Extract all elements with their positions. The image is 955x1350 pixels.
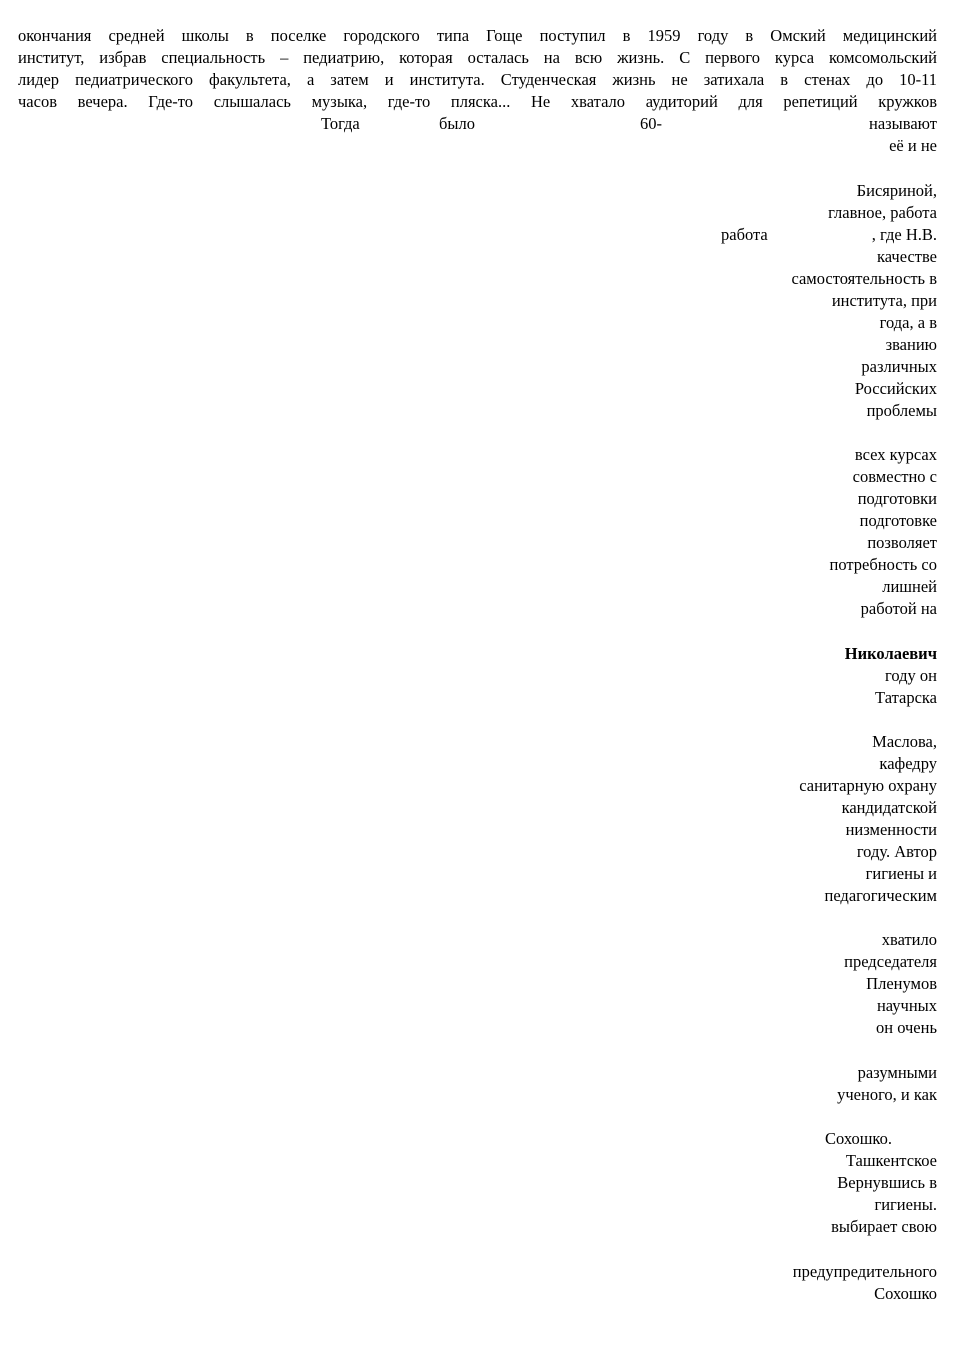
text-fragment: позволяет xyxy=(867,533,937,552)
text-fragment: , где Н.В. xyxy=(871,225,937,244)
text-fragment: Российских xyxy=(854,379,937,398)
text-fragment: ученого, и как xyxy=(837,1085,937,1104)
text-fragment: году он xyxy=(885,666,937,685)
text-fragment: гигиены и xyxy=(865,864,937,883)
text-fragment: председателя xyxy=(844,952,937,971)
text-fragment: подготовки xyxy=(857,489,937,508)
spread-word-bylo: было xyxy=(439,114,475,133)
text-fragment: работа xyxy=(721,225,768,244)
text-fragment: хватило xyxy=(881,930,937,949)
text-fragment: различных xyxy=(861,357,937,376)
text-fragment: потребность со xyxy=(829,555,937,574)
paragraph-line-1: окончания средней школы в поселке городского типа Гоще поступил в 1959 году в Омский медицинский xyxy=(18,26,937,45)
text-fragment: подготовке xyxy=(859,511,937,530)
text-fragment: научных xyxy=(876,996,937,1015)
text-fragment: лишней xyxy=(882,577,937,596)
text-fragment: Пленумов xyxy=(866,974,937,993)
paragraph-line-2: институт, избрав специальность – педиатрию, которая осталась на всю жизнь. С первого курса комсомольский xyxy=(18,48,937,67)
text-fragment: Ташкентское xyxy=(845,1151,937,1170)
paragraph-line-4: часов вечера. Где-то слышалась музыка, где-то пляска... Не хватало аудиторий для репетиций кружков xyxy=(18,92,937,111)
text-fragment: кандидатской xyxy=(841,798,937,817)
text-fragment: гигиены. xyxy=(874,1195,937,1214)
spread-word-60: 60- xyxy=(640,114,662,133)
text-fragment: Сохошко xyxy=(874,1284,937,1303)
text-fragment: проблемы xyxy=(866,401,937,420)
text-fragment: Сохошко. xyxy=(825,1129,892,1148)
text-fragment: качестве xyxy=(876,247,937,266)
text-fragment: работой на xyxy=(860,599,937,618)
text-fragment: года, а в xyxy=(879,313,937,332)
text-fragment: всех курсах xyxy=(854,445,937,464)
text-fragment: института, при xyxy=(831,291,937,310)
text-fragment: он очень xyxy=(875,1018,937,1037)
text-fragment: санитарную охрану xyxy=(799,776,937,795)
text-fragment: Маслова, xyxy=(872,732,937,751)
text-fragment: совместно с xyxy=(852,467,937,486)
text-fragment: Вернувшись в xyxy=(837,1173,937,1192)
paragraph-line-3: лидер педиатрического факультета, а затем и института. Студенческая жизнь не затихала в стенах до 10-11 xyxy=(18,70,937,89)
text-fragment: главное, работа xyxy=(828,203,937,222)
text-fragment: званию xyxy=(885,335,937,354)
text-fragment: предупредительного xyxy=(792,1262,937,1281)
text-fragment: Бисяриной, xyxy=(856,181,937,200)
text-fragment: педагогическим xyxy=(824,886,937,905)
text-fragment: выбирает свою xyxy=(831,1217,937,1236)
text-fragment: кафедру xyxy=(879,754,937,773)
spread-word-togda: Тогда xyxy=(321,114,360,133)
text-fragment: её и не xyxy=(889,136,937,155)
name-heading: Николаевич xyxy=(844,644,937,663)
text-fragment: низменности xyxy=(845,820,937,839)
text-fragment: самостоятельность в xyxy=(791,269,937,288)
text-fragment: Татарска xyxy=(875,688,937,707)
text-fragment: разумными xyxy=(857,1063,937,1082)
text-fragment: году. Автор xyxy=(856,842,937,861)
spread-word-nazyvayut: называют xyxy=(869,114,937,133)
